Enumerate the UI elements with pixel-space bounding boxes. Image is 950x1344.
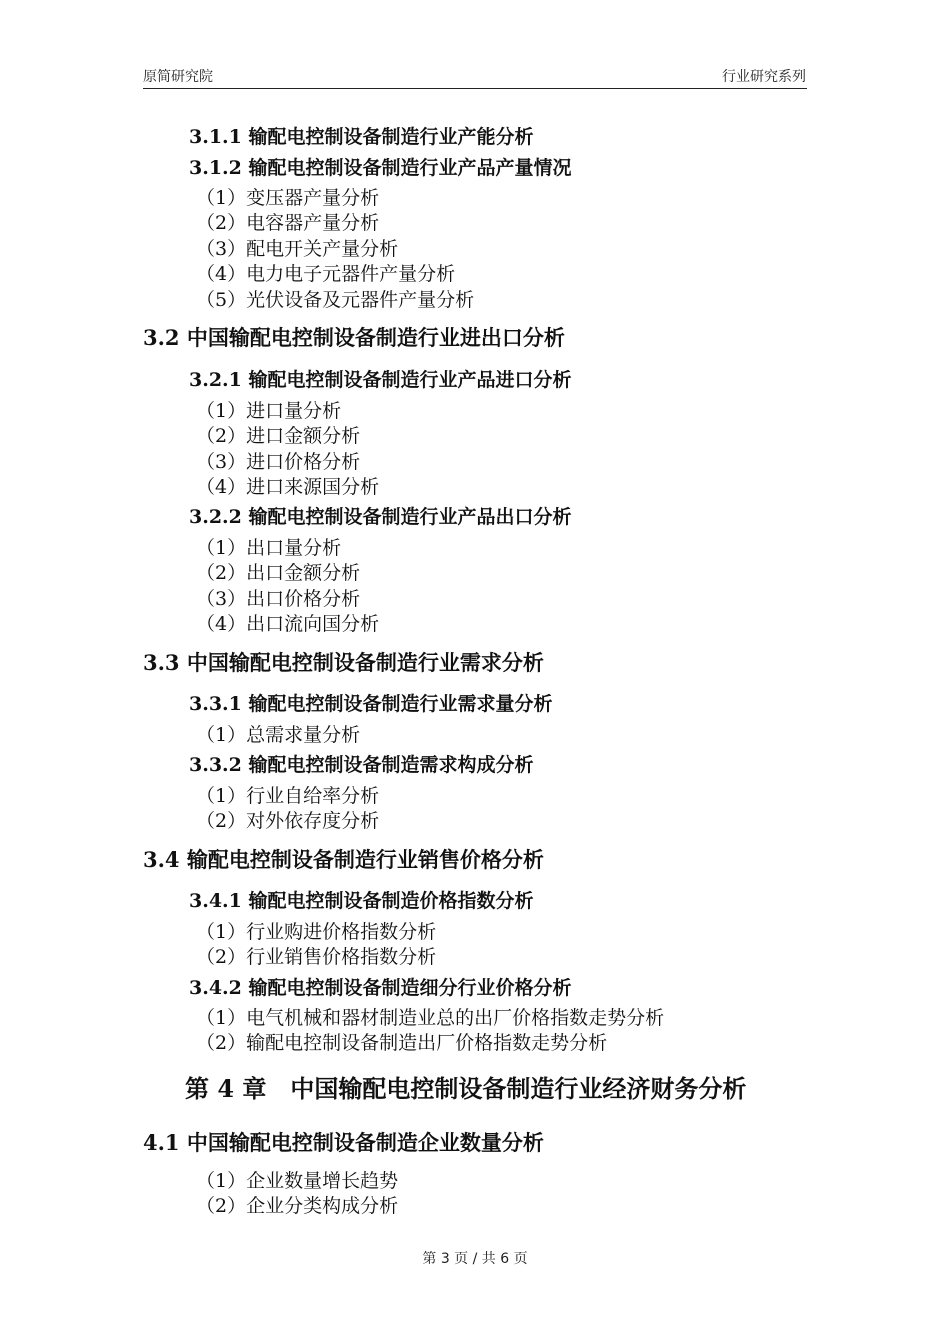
- toc-section-4-1: 4.1 中国输配电控制设备制造企业数量分析: [143, 1130, 544, 1155]
- header-left: 原简研究院: [143, 69, 213, 85]
- page-number: 第 3 页 / 共 6 页: [422, 1251, 528, 1267]
- toc-subitem: （2）企业分类构成分析: [196, 1195, 399, 1217]
- toc-section-3-4: 3.4 输配电控制设备制造行业销售价格分析: [143, 847, 544, 872]
- toc-subitem: （1）行业购进价格指数分析: [196, 921, 437, 943]
- toc-subitem: （2）电容器产量分析: [196, 212, 380, 234]
- toc-subitem: （1）进口量分析: [196, 400, 342, 422]
- toc-subitem: （1）行业自给率分析: [196, 785, 380, 807]
- toc-subitem: （3）进口价格分析: [196, 451, 361, 473]
- toc-subitem: （1）总需求量分析: [196, 724, 361, 746]
- toc-item-3-1-2: 3.1.2 输配电控制设备制造行业产品产量情况: [189, 157, 572, 179]
- toc-subitem: （2）输配电控制设备制造出厂价格指数走势分析: [196, 1032, 608, 1054]
- toc-item-3-2-1: 3.2.1 输配电控制设备制造行业产品进口分析: [189, 369, 572, 391]
- toc-subitem: （1）出口量分析: [196, 537, 342, 559]
- toc-item-3-4-2: 3.4.2 输配电控制设备制造细分行业价格分析: [189, 977, 572, 999]
- toc-subitem: （4）电力电子元器件产量分析: [196, 263, 456, 285]
- toc-subitem: （3）配电开关产量分析: [196, 238, 399, 260]
- toc-subitem: （2）进口金额分析: [196, 425, 361, 447]
- toc-subitem: （3）出口价格分析: [196, 588, 361, 610]
- toc-subitem: （1）企业数量增长趋势: [196, 1170, 399, 1192]
- toc-item-3-1-1: 3.1.1 输配电控制设备制造行业产能分析: [189, 126, 534, 148]
- toc-item-3-4-1: 3.4.1 输配电控制设备制造价格指数分析: [189, 890, 534, 912]
- toc-subitem: （2）行业销售价格指数分析: [196, 946, 437, 968]
- toc-chapter-4: 第 4 章 中国输配电控制设备制造行业经济财务分析: [185, 1074, 747, 1103]
- toc-item-3-3-1: 3.3.1 输配电控制设备制造行业需求量分析: [189, 693, 553, 715]
- toc-item-3-3-2: 3.3.2 输配电控制设备制造需求构成分析: [189, 754, 534, 776]
- toc-subitem: （2）出口金额分析: [196, 562, 361, 584]
- header-divider: [143, 88, 807, 89]
- toc-subitem: （1）变压器产量分析: [196, 187, 380, 209]
- toc-subitem: （4）进口来源国分析: [196, 476, 380, 498]
- toc-subitem: （5）光伏设备及元器件产量分析: [196, 289, 475, 311]
- toc-section-3-2: 3.2 中国输配电控制设备制造行业进出口分析: [143, 325, 565, 350]
- toc-subitem: （1）电气机械和器材制造业总的出厂价格指数走势分析: [196, 1007, 665, 1029]
- header-right: 行业研究系列: [722, 69, 806, 85]
- toc-section-3-3: 3.3 中国输配电控制设备制造行业需求分析: [143, 650, 544, 675]
- toc-subitem: （4）出口流向国分析: [196, 613, 380, 635]
- toc-item-3-2-2: 3.2.2 输配电控制设备制造行业产品出口分析: [189, 506, 572, 528]
- toc-subitem: （2）对外依存度分析: [196, 810, 380, 832]
